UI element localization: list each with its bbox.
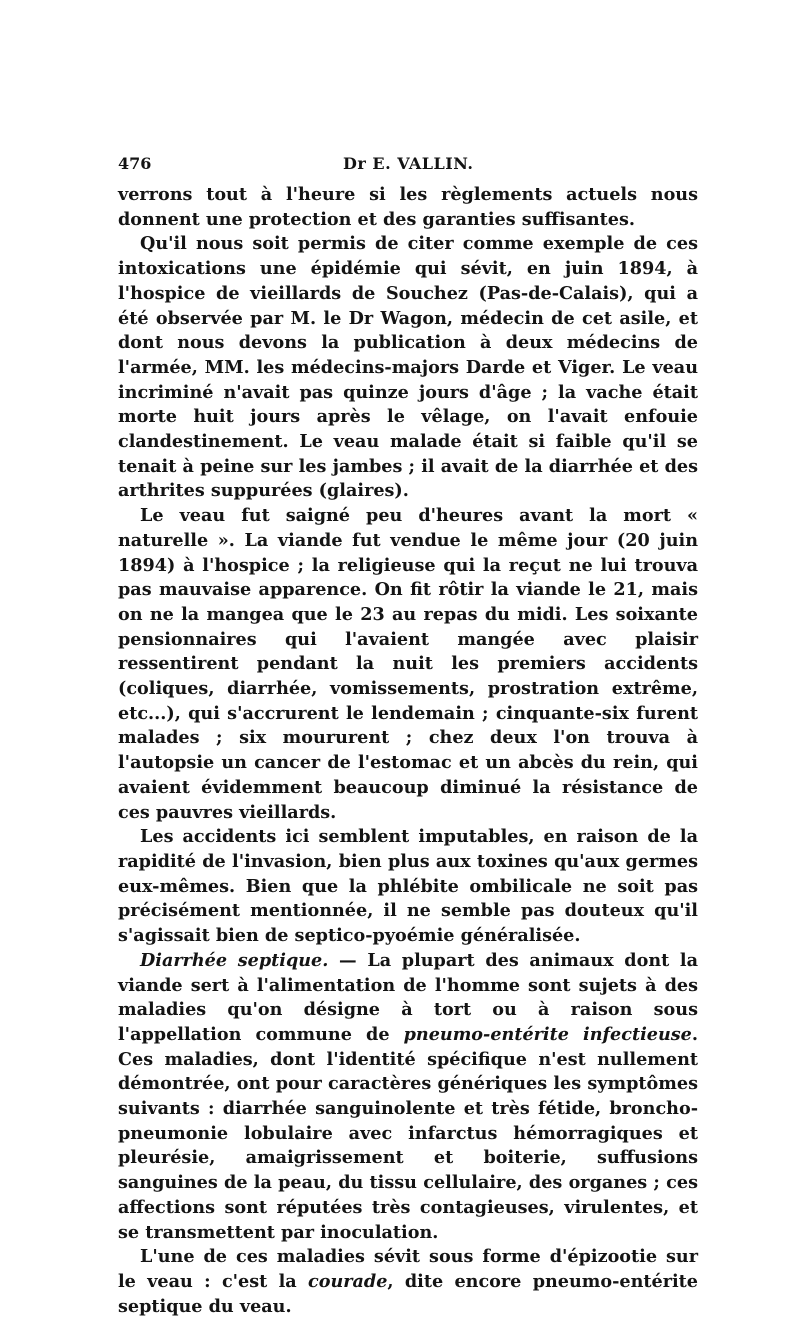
italic-term: courade: [308, 1270, 388, 1292]
paragraph-veal-slaughter: Le veau fut saigné peu d'heures avant la mort « naturelle ». La viande fut vendue le même jour (20 juin 1894) à l'hospice ; la religieuse qui la reçut ne lui trouva pas mauvaise apparence. On fit rôtir la viande le 21, mais on ne la mangea que le 23 au repas du midi. Les soixante pensionnaires qui l'avaient mangée avec plaisir ressentirent pendant la nuit les premiers accidents (coliques, diarrhée, vomissements, prostration extrême, etc...), qui s'accrurent le lendemain ; cinquante-six furent malades ; six moururent ; chez deux l'on trouva à l'autopsie un cancer de l'estomac et un abcès du rein, qui avaient évidemment beaucoup diminué la résistance de ces pauvres vieillards.: [118, 505, 698, 823]
section-title-diarrhee-septique: Diarrhée septique.: [140, 949, 329, 971]
paragraph-text-part: L'une de ces maladies sévit sous forme d'épizootie sur le veau : c'est la: [118, 1246, 698, 1292]
italic-term: pneumo-entérite infectieuse: [403, 1023, 692, 1045]
paragraph-courade: [118, 1245, 698, 1319]
page-number: 476: [118, 154, 152, 173]
paragraph-text-part: , dite encore pneumo-entérite septique du veau.: [118, 1270, 699, 1317]
paragraph-diarrhee-septique: [118, 949, 698, 1245]
paragraph-text-part: — La plupart des animaux dont la viande sert à l'alimentation de l'homme sont sujets à des maladies qu'on désigne à tort ou à raison sous l'appellation commune de: [118, 949, 698, 1045]
paragraph-accidents: Les accidents ici semblent imputables, en raison de la rapidité de l'invasion, bien plus aux toxines qu'aux germes eux-mêmes. Bien que la phlébite ombilicale ne soit pas précisément mentionnée, il ne semble pas douteux qu'il s'agissait bien de septico-pyoémie généralisée.: [118, 826, 698, 947]
page-header: [118, 154, 698, 176]
body-text: [118, 183, 698, 1319]
paragraph-continuation: verrons tout à l'heure si les règlements actuels nous donnent une protection et des garanties suffisantes.: [118, 184, 698, 230]
running-head: Dr E. VALLIN.: [343, 154, 474, 173]
paragraph-souchez-epidemic: Qu'il nous soit permis de citer comme exemple de ces intoxications une épidémie qui sévit, en juin 1894, à l'hospice de vieillards de Souchez (Pas-de-Calais), qui a été observée par M. le Dr Wagon, médecin de cet asile, et dont nous devons la publication à deux médecins de l'armée, MM. les médecins-majors Darde et Viger. Le veau incriminé n'avait pas quinze jours d'âge ; la vache était morte huit jours après le vêlage, on l'avait enfouie clandestinement. Le veau malade était si faible qu'il se tenait à peine sur les jambes ; il avait de la diarrhée et des arthrites suppurées (glaires).: [118, 233, 698, 502]
paragraph-text-part: . Ces maladies, dont l'identité spécifique n'est nullement démontrée, ont pour caractères génériques les symptômes suivants : diarrhée sanguinolente et très fétide, broncho-pneumonie lobulaire avec infarctus hémorragiques et pleurésie, amaigrissement et boiterie, suffusions sanguines de la peau, du tissu cellulaire, des organes ; ces affections sont réputées très contagieuses, virulentes, et se transmettent par inoculation.: [118, 1023, 698, 1243]
